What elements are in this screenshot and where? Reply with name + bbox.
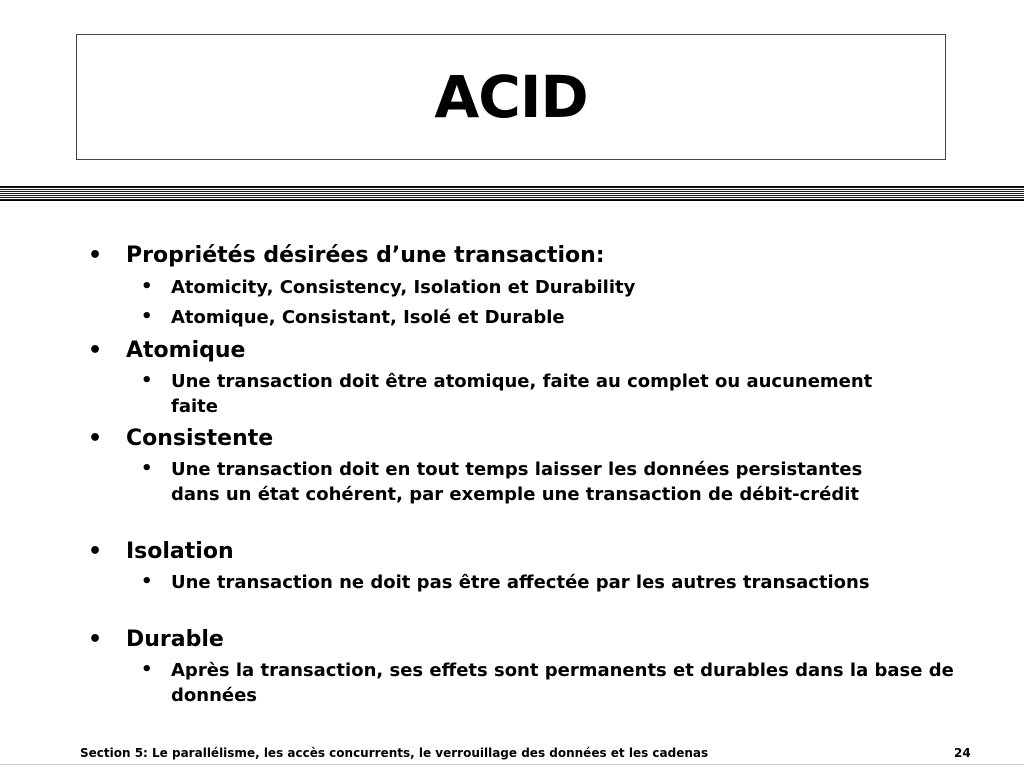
bullet-icon: • bbox=[88, 338, 103, 363]
bullet-icon: • bbox=[88, 243, 103, 268]
page-number: 24 bbox=[954, 746, 971, 760]
slide-title: ACID bbox=[434, 63, 588, 131]
sub-bullet-icon: • bbox=[141, 571, 153, 592]
list-item-heading: Durable bbox=[126, 627, 224, 652]
list-subitem: Une transaction ne doit pas être affectée par les autres transactions bbox=[171, 572, 870, 593]
list-item-heading: Propriétés désirées d’une transaction: bbox=[126, 243, 605, 268]
list-subitem: Une transaction doit en tout temps laisser les données persistantes dans un état cohérent, par exemple une transaction de débit-crédit bbox=[171, 459, 863, 505]
list-subitem: Atomicity, Consistency, Isolation et Durability bbox=[171, 277, 636, 298]
list-subitem: Après la transaction, ses effets sont permanents et durables dans la base de données bbox=[171, 660, 954, 706]
sub-bullet-icon: • bbox=[141, 276, 153, 297]
sub-bullet-icon: • bbox=[141, 659, 153, 680]
bullet-icon: • bbox=[88, 627, 103, 652]
bullet-icon: • bbox=[88, 426, 103, 451]
footer-section-text: Section 5: Le parallélisme, les accès concurrents, le verrouillage des données et les cadenas bbox=[80, 746, 709, 760]
sub-bullet-icon: • bbox=[141, 306, 153, 327]
sub-bullet-icon: • bbox=[141, 458, 153, 479]
list-subitem: Atomique, Consistant, Isolé et Durable bbox=[171, 307, 565, 328]
footer-divider bbox=[0, 764, 1024, 765]
list-subitem: Une transaction doit être atomique, faite au complet ou aucunement faite bbox=[171, 371, 873, 417]
bullet-icon: • bbox=[88, 539, 103, 564]
sub-bullet-icon: • bbox=[141, 370, 153, 391]
list-item-heading: Consistente bbox=[126, 426, 274, 451]
list-item-heading: Atomique bbox=[126, 338, 246, 363]
list-item-heading: Isolation bbox=[126, 539, 234, 564]
